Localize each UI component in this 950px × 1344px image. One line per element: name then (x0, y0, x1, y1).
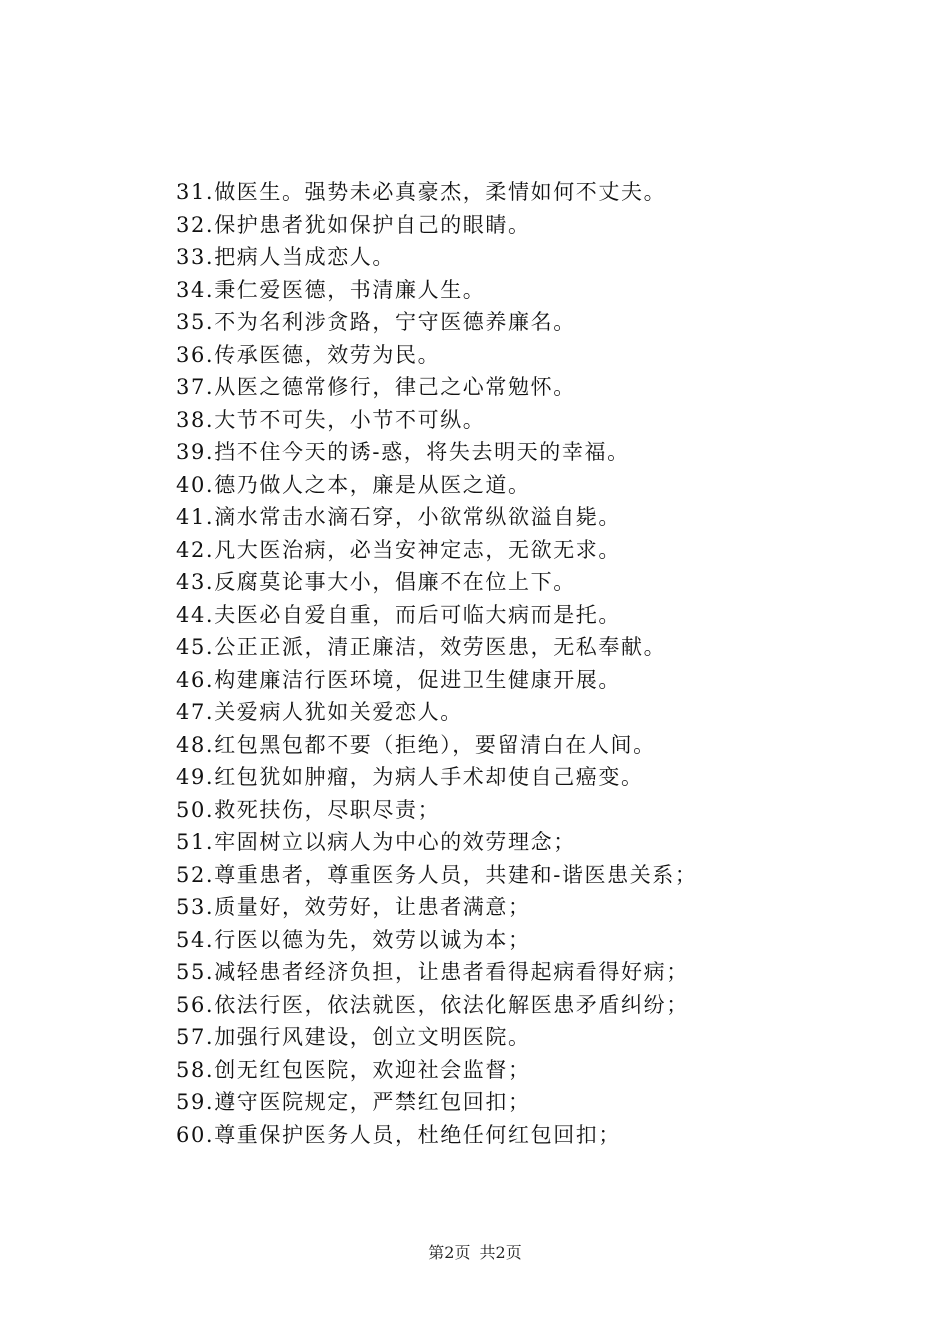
list-item: 39.挡不住今天的诱-惑，将失去明天的幸福。 (176, 440, 630, 464)
list-item: 49.红包犹如肿瘤，为病人手术却使自己癌变。 (176, 765, 644, 789)
list-item: 41.滴水常击水滴石穿，小欲常纵欲溢自毙。 (176, 505, 621, 529)
list-item: 57.加强行风建设，创立文明医院。 (176, 1025, 531, 1049)
page-number: 第2页 (428, 1243, 471, 1262)
list-item: 31.做医生。强势未必真豪杰，柔情如何不丈夫。 (176, 180, 667, 204)
page-footer (0, 1240, 950, 1263)
list-item: 43.反腐莫论事大小，倡廉不在位上下。 (176, 570, 576, 594)
list-item: 45.公正正派，清正廉洁，效劳医患，无私奉献。 (176, 635, 667, 659)
list-item: 48.红包黑包都不要（拒绝），要留清白在人间。 (176, 732, 656, 757)
list-item: 44.夫医必自爱自重，而后可临大病而是托。 (176, 602, 621, 627)
list-item: 33.把病人当成恋人。 (176, 245, 395, 269)
list-item: 32.保护患者犹如保护自己的眼睛。 (176, 212, 531, 237)
list-item: 36.传承医德，效劳为民。 (176, 342, 441, 367)
slogan-list (176, 176, 816, 1151)
list-item: 60.尊重保护医务人员，杜绝任何红包回扣； (176, 1122, 621, 1147)
list-item: 40.德乃做人之本，廉是从医之道。 (176, 472, 531, 497)
list-item: 47.关爱病人犹如关爱恋人。 (176, 700, 463, 724)
list-item: 50.救死扶伤，尽职尽责； (176, 797, 441, 822)
list-item: 51.牢固树立以病人为中心的效劳理念； (176, 830, 576, 854)
list-item: 34.秉仁爱医德，书清廉人生。 (176, 277, 486, 302)
list-item: 55.减轻患者经济负担，让患者看得起病看得好病； (176, 960, 689, 984)
list-item: 37.从医之德常修行，律己之心常勉怀。 (176, 375, 576, 399)
page-total: 共2页 (479, 1243, 522, 1262)
list-item: 58.创无红包医院，欢迎社会监督； (176, 1057, 531, 1082)
list-item: 53.质量好，效劳好，让患者满意； (176, 895, 531, 919)
list-item: 42.凡大医治病，必当安神定志，无欲无求。 (176, 537, 621, 562)
list-item: 54.行医以德为先，效劳以诚为本； (176, 927, 531, 952)
list-item: 38.大节不可失，小节不可纵。 (176, 407, 486, 432)
list-item: 35.不为名利涉贪路，宁守医德养廉名。 (176, 310, 576, 334)
list-item: 56.依法行医，依法就医，依法化解医患矛盾纠纷； (176, 992, 689, 1017)
list-item: 46.构建廉洁行医环境，促进卫生健康开展。 (176, 667, 621, 692)
list-item: 52.尊重患者，尊重医务人员，共建和-谐医患关系； (176, 862, 698, 887)
list-item: 59.遵守医院规定，严禁红包回扣； (176, 1090, 531, 1114)
